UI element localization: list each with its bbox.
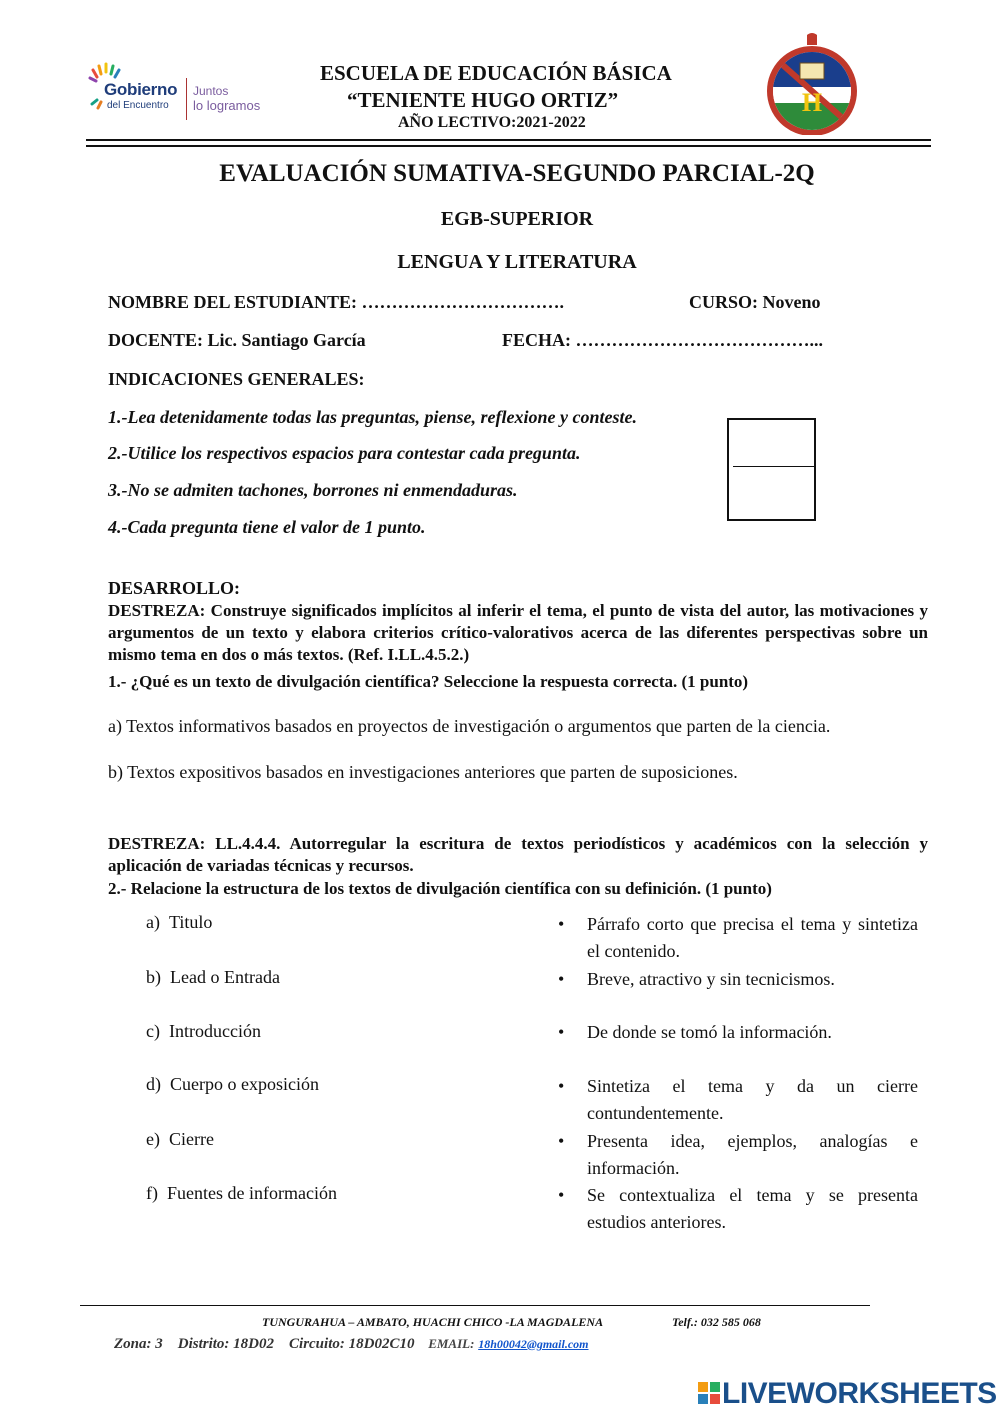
school-year: AÑO LECTIVO:2021-2022 (398, 114, 586, 131)
score-box[interactable] (727, 418, 816, 521)
date-field[interactable]: FECHA: …………………………………... (502, 330, 823, 350)
gov-logo-sub: del Encuentro (107, 100, 169, 111)
gov-logo-word: Gobierno (104, 80, 178, 99)
footer-email-link[interactable]: 18h00042@gmail.com (478, 1337, 589, 1351)
school-emblem (762, 33, 862, 135)
q2-item[interactable]: c) Introducción (146, 1021, 261, 1041)
footer-address: TUNGURAHUA – AMBATO, HUACHI CHICO -LA MAGDALENA (262, 1315, 604, 1329)
school-name-line2: “TENIENTE HUGO ORTIZ” (347, 88, 619, 112)
teacher-label: DOCENTE: Lic. Santiago García (108, 330, 366, 350)
q1-option-b[interactable]: b) Textos expositivos basados en investigaciones anteriores que parten de suposiciones. (108, 762, 738, 782)
q2-item[interactable]: f) Fuentes de información (146, 1183, 337, 1203)
q2-item[interactable]: b) Lead o Entrada (146, 967, 280, 987)
student-name-field[interactable]: NOMBRE DEL ESTUDIANTE: ……………………………. (108, 292, 565, 312)
footer-email-label: EMAIL: (428, 1336, 475, 1351)
skill-2: DESTREZA: LL.4.4.4. Autorregular la escritura de textos periodísticos y académicos con la selección y aplicación de variadas técnicas y recursos. (108, 834, 928, 875)
course-label: CURSO: Noveno (689, 292, 821, 312)
footer-district: Distrito: 18D02 (177, 1336, 275, 1352)
footer-phone: Telf.: 032 585 068 (672, 1315, 761, 1329)
gov-slogan-line1: Juntos (193, 84, 229, 98)
instruction-item: 3.-No se admiten tachones, borrones ni enmendaduras. (108, 480, 518, 500)
q2-definition[interactable]: • Presenta idea, ejemplos, analogías e información. (558, 1131, 918, 1178)
q2-definition[interactable]: • De donde se tomó la información. (558, 1022, 832, 1042)
gov-logo-divider (186, 78, 187, 120)
skill-1: DESTREZA: Construye significados implícitos al inferir el tema, el punto de vista del autor, las motivaciones y argumentos de un texto y elabora criterios crítico-valorativos acerca de las diferentes perspectivas sobre un mismo tema en dos o más textos. (Ref. I.LL.4.5.2.) (108, 601, 928, 664)
q2-definition[interactable]: • Se contextualiza el tema y se presenta estudios anteriores. (558, 1185, 918, 1232)
school-name-line1: ESCUELA DE EDUCACIÓN BÁSICA (320, 61, 672, 85)
instruction-item: 2.-Utilice los respectivos espacios para contestar cada pregunta. (108, 443, 581, 463)
q2-definition[interactable]: • Breve, atractivo y sin tecnicismos. (558, 969, 835, 989)
exam-title: EVALUACIÓN SUMATIVA-SEGUNDO PARCIAL-2Q (219, 160, 815, 187)
instruction-item: 4.-Cada pregunta tiene el valor de 1 punto. (108, 517, 426, 537)
q2-item[interactable]: d) Cuerpo o exposición (146, 1074, 319, 1094)
footer-details (114, 1336, 589, 1353)
instructions-heading: INDICACIONES GENERALES: (108, 369, 365, 389)
school-emblem-icon (762, 33, 862, 135)
q2-definition[interactable]: • Sintetiza el tema y da un cierre contundentemente. (558, 1076, 918, 1123)
question-2: 2.- Relacione la estructura de los textos de divulgación científica con su definición. (1 punto) (108, 879, 772, 898)
score-box-divider (733, 466, 815, 467)
q2-definition[interactable]: • Párrafo corto que precisa el tema y sintetiza el contenido. (558, 914, 918, 961)
q1-option-a[interactable]: a) Textos informativos basados en proyectos de investigación o argumentos que parten de la ciencia. (108, 716, 831, 736)
footer-circuit: Circuito: 18D02C10 (289, 1336, 415, 1352)
footer-divider (80, 1305, 870, 1306)
svg-text:H: H (801, 88, 823, 117)
q2-item[interactable]: a) Titulo (146, 912, 213, 932)
footer-zone: Zona: 3 (114, 1336, 163, 1352)
exam-subject: LENGUA Y LITERATURA (397, 251, 637, 273)
question-1: 1.- ¿Qué es un texto de divulgación científica? Seleccione la respuesta correcta. (1 punto) (108, 672, 749, 691)
development-heading: DESARROLLO: (108, 578, 241, 598)
gov-slogan-line2: lo logramos (193, 98, 261, 113)
liveworksheets-icon (698, 1378, 722, 1408)
watermark-text: LIVEWORKSHEETS (722, 1377, 997, 1410)
exam-level: EGB-SUPERIOR (440, 208, 594, 230)
instruction-item: 1.-Lea detenidamente todas las preguntas, piense, reflexione y conteste. (108, 407, 637, 427)
q2-item[interactable]: e) Cierre (146, 1129, 214, 1149)
